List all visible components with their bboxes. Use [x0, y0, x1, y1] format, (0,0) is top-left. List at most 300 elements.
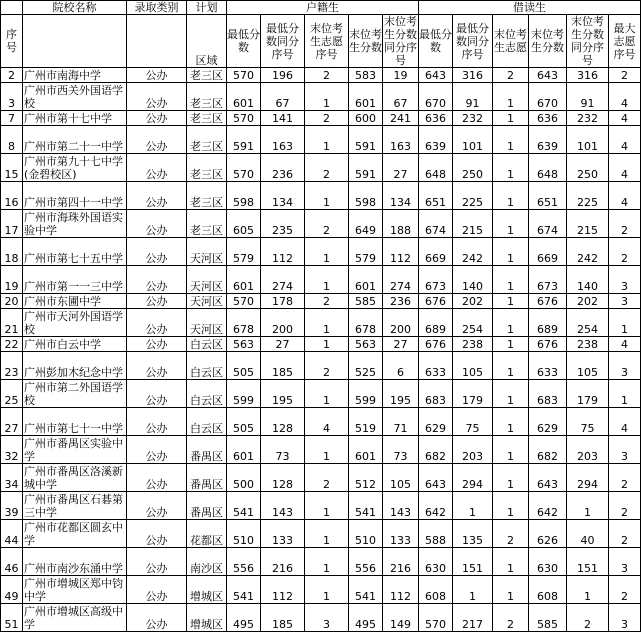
huji-last-rank: 71: [383, 408, 419, 436]
table-row: [1, 408, 641, 436]
school-name: 广州彭加木纪念中学: [23, 352, 127, 380]
jiedu-min-rank: 1: [453, 492, 493, 520]
huji-min-score: 605: [227, 210, 261, 238]
huji-min-rank: 133: [261, 520, 305, 548]
table-row: [1, 604, 641, 632]
jiedu-last-volunteer: 2: [493, 520, 529, 548]
huji-last-volunteer: 2: [305, 210, 349, 238]
jiedu-min-rank: 215: [453, 210, 493, 238]
row-index: 51: [1, 604, 23, 632]
huji-last-rank: 6: [383, 352, 419, 380]
jiedu-last-score: 626: [529, 520, 567, 548]
jiedu-min-score: 648: [419, 154, 453, 182]
huji-last-volunteer: 4: [305, 408, 349, 436]
header-huji-last: 末位考生分数: [349, 15, 383, 68]
row-index: 32: [1, 436, 23, 464]
school-name: 广州市增城区郑中钧中学: [23, 576, 127, 604]
huji-last-score: 541: [349, 492, 383, 520]
huji-min-score: 601: [227, 266, 261, 294]
huji-min-score: 598: [227, 182, 261, 210]
huji-min-rank: 134: [261, 182, 305, 210]
admission-category: 公办: [127, 464, 187, 492]
huji-last-score: 649: [349, 210, 383, 238]
admission-category: 公办: [127, 436, 187, 464]
district: 老三区: [187, 154, 227, 182]
admission-category: 公办: [127, 408, 187, 436]
jiedu-last-rank: 242: [567, 238, 609, 266]
jiedu-last-volunteer: 1: [493, 337, 529, 352]
jiedu-min-rank: 225: [453, 182, 493, 210]
jiedu-min-score: 639: [419, 126, 453, 154]
jiedu-min-score: 633: [419, 352, 453, 380]
jiedu-last-rank: 203: [567, 436, 609, 464]
huji-last-score: 591: [349, 126, 383, 154]
huji-last-score: 678: [349, 309, 383, 337]
jiedu-last-rank: 254: [567, 309, 609, 337]
table-row: [1, 464, 641, 492]
huji-last-score: 541: [349, 576, 383, 604]
school-name: 广州市花都区圆玄中学: [23, 520, 127, 548]
school-name: 广州市南海中学: [23, 68, 127, 83]
jiedu-last-volunteer: 1: [493, 436, 529, 464]
huji-last-volunteer: 1: [305, 83, 349, 111]
row-index: 3: [1, 83, 23, 111]
jiedu-last-score: 643: [529, 68, 567, 83]
jiedu-min-score: 673: [419, 266, 453, 294]
jiedu-last-volunteer: 2: [493, 604, 529, 632]
huji-last-score: 519: [349, 408, 383, 436]
huji-min-score: 601: [227, 436, 261, 464]
jiedu-min-rank: 101: [453, 126, 493, 154]
jiedu-max-volunteer: 2: [609, 520, 641, 548]
table-row: [1, 492, 641, 520]
district: 老三区: [187, 182, 227, 210]
jiedu-last-rank: 101: [567, 126, 609, 154]
header-jiedu-last: 末位考生分数: [529, 15, 567, 68]
jiedu-min-score: 676: [419, 337, 453, 352]
jiedu-last-rank: 215: [567, 210, 609, 238]
district: 老三区: [187, 111, 227, 126]
jiedu-last-volunteer: 1: [493, 266, 529, 294]
huji-min-score: 570: [227, 111, 261, 126]
admission-category: 公办: [127, 492, 187, 520]
huji-min-score: 601: [227, 83, 261, 111]
jiedu-min-rank: 140: [453, 266, 493, 294]
jiedu-last-rank: 225: [567, 182, 609, 210]
jiedu-min-score: 676: [419, 294, 453, 309]
admission-category: 公办: [127, 182, 187, 210]
jiedu-min-rank: 254: [453, 309, 493, 337]
jiedu-max-volunteer: 2: [609, 210, 641, 238]
jiedu-last-score: 636: [529, 111, 567, 126]
huji-min-score: 495: [227, 604, 261, 632]
row-index: 22: [1, 337, 23, 352]
table-row: [1, 436, 641, 464]
admission-category: 公办: [127, 520, 187, 548]
huji-last-score: 583: [349, 68, 383, 83]
huji-last-score: 601: [349, 436, 383, 464]
admission-category: 公办: [127, 337, 187, 352]
jiedu-min-score: 608: [419, 576, 453, 604]
district: 番禺区: [187, 436, 227, 464]
header-huji-vol: 末位考生志愿序号: [305, 15, 349, 68]
jiedu-min-score: 669: [419, 238, 453, 266]
jiedu-last-score: 629: [529, 408, 567, 436]
jiedu-min-rank: 202: [453, 294, 493, 309]
district: 老三区: [187, 210, 227, 238]
jiedu-min-rank: 105: [453, 352, 493, 380]
row-index: 17: [1, 210, 23, 238]
jiedu-last-volunteer: 1: [493, 154, 529, 182]
huji-min-score: 579: [227, 238, 261, 266]
jiedu-min-rank: 217: [453, 604, 493, 632]
jiedu-last-volunteer: 1: [493, 408, 529, 436]
jiedu-max-volunteer: 4: [609, 126, 641, 154]
admission-category: 公办: [127, 210, 187, 238]
huji-min-rank: 141: [261, 111, 305, 126]
header-district: 区域: [187, 15, 227, 68]
jiedu-max-volunteer: 3: [609, 352, 641, 380]
jiedu-min-rank: 242: [453, 238, 493, 266]
huji-min-score: 510: [227, 520, 261, 548]
huji-min-rank: 112: [261, 238, 305, 266]
huji-last-rank: 67: [383, 83, 419, 111]
header-index: 序号: [1, 15, 23, 68]
admission-category: 公办: [127, 126, 187, 154]
school-name: 广州市东圃中学: [23, 294, 127, 309]
huji-last-rank: 133: [383, 520, 419, 548]
jiedu-max-volunteer: 4: [609, 154, 641, 182]
jiedu-last-score: 639: [529, 126, 567, 154]
jiedu-min-score: 643: [419, 68, 453, 83]
jiedu-last-rank: 202: [567, 294, 609, 309]
jiedu-min-score: 570: [419, 604, 453, 632]
jiedu-min-score: 643: [419, 464, 453, 492]
district: 天河区: [187, 238, 227, 266]
jiedu-last-rank: 232: [567, 111, 609, 126]
header-huji-last-rank: 末位考生分数同分序号: [384, 15, 417, 67]
jiedu-min-rank: 135: [453, 520, 493, 548]
huji-min-rank: 73: [261, 436, 305, 464]
jiedu-last-score: 673: [529, 266, 567, 294]
table-row: [1, 111, 641, 126]
huji-min-score: 500: [227, 464, 261, 492]
huji-last-volunteer: 1: [305, 576, 349, 604]
row-index: 46: [1, 548, 23, 576]
jiedu-max-volunteer: 3: [609, 604, 641, 632]
huji-last-volunteer: 1: [305, 520, 349, 548]
header-jiedu-last-rank: 末位考生分数同分序号: [567, 15, 609, 68]
huji-last-score: 579: [349, 238, 383, 266]
table-row: [1, 83, 641, 111]
huji-last-rank: 195: [383, 380, 419, 408]
table-row: [1, 126, 641, 154]
jiedu-min-rank: 1: [453, 576, 493, 604]
huji-min-score: 570: [227, 154, 261, 182]
row-index: 23: [1, 352, 23, 380]
jiedu-last-score: 674: [529, 210, 567, 238]
row-index: 18: [1, 238, 23, 266]
admission-category: 公办: [127, 111, 187, 126]
jiedu-max-volunteer: 3: [609, 294, 641, 309]
jiedu-max-volunteer: 1: [609, 309, 641, 337]
school-name: 广州市第七十五中学: [23, 238, 127, 266]
huji-last-rank: 143: [383, 492, 419, 520]
table-row: [1, 154, 641, 182]
huji-last-volunteer: 2: [305, 68, 349, 83]
huji-last-score: 585: [349, 294, 383, 309]
district: 白云区: [187, 337, 227, 352]
jiedu-min-rank: 232: [453, 111, 493, 126]
jiedu-max-volunteer: 2: [609, 492, 641, 520]
district: 天河区: [187, 294, 227, 309]
header-blank-index: [1, 1, 23, 15]
district: 增城区: [187, 604, 227, 632]
jiedu-last-rank: 140: [567, 266, 609, 294]
jiedu-max-volunteer: 3: [609, 266, 641, 294]
huji-min-rank: 178: [261, 294, 305, 309]
huji-last-rank: 163: [383, 126, 419, 154]
school-name: 广州市第四十一中学: [23, 182, 127, 210]
admission-category: 公办: [127, 309, 187, 337]
huji-last-volunteer: 1: [305, 126, 349, 154]
huji-last-rank: 73: [383, 436, 419, 464]
row-index: 27: [1, 408, 23, 436]
huji-last-volunteer: 2: [305, 111, 349, 126]
jiedu-last-volunteer: 1: [493, 238, 529, 266]
huji-last-score: 601: [349, 266, 383, 294]
huji-last-volunteer: 1: [305, 309, 349, 337]
district: 南沙区: [187, 548, 227, 576]
school-name: 广州市番禺区实验中学: [23, 436, 127, 464]
huji-min-score: 570: [227, 294, 261, 309]
huji-min-rank: 196: [261, 68, 305, 83]
header-school: 院校名称: [23, 1, 127, 15]
district: 增城区: [187, 576, 227, 604]
district: 天河区: [187, 309, 227, 337]
school-name: 广州市天河外国语学校: [23, 309, 127, 337]
jiedu-min-rank: 151: [453, 548, 493, 576]
huji-last-rank: 216: [383, 548, 419, 576]
jiedu-last-rank: 2: [567, 604, 609, 632]
school-name: 广州市第二外国语学校: [23, 380, 127, 408]
jiedu-max-volunteer: 4: [609, 182, 641, 210]
huji-last-rank: 188: [383, 210, 419, 238]
header-huji-group: 户籍生: [227, 1, 419, 15]
jiedu-last-rank: 75: [567, 408, 609, 436]
huji-min-rank: 274: [261, 266, 305, 294]
jiedu-min-score: 588: [419, 520, 453, 548]
jiedu-last-rank: 1: [567, 576, 609, 604]
jiedu-last-score: 643: [529, 464, 567, 492]
jiedu-max-volunteer: 1: [609, 380, 641, 408]
jiedu-last-rank: 91: [567, 83, 609, 111]
school-name: 广州市增城区高级中学: [23, 604, 127, 632]
table-row: [1, 182, 641, 210]
jiedu-min-rank: 250: [453, 154, 493, 182]
jiedu-max-volunteer: 4: [609, 111, 641, 126]
huji-last-volunteer: 3: [305, 604, 349, 632]
huji-last-score: 512: [349, 464, 383, 492]
table-row: [1, 210, 641, 238]
school-name: 广州市西关外国语学校: [23, 83, 127, 111]
jiedu-last-volunteer: 1: [493, 576, 529, 604]
jiedu-min-score: 683: [419, 380, 453, 408]
huji-last-rank: 112: [383, 576, 419, 604]
huji-last-rank: 149: [383, 604, 419, 632]
header-jiedu-min: 最低分数: [419, 15, 453, 68]
row-index: 21: [1, 309, 23, 337]
school-name: 广州市南沙东涌中学: [23, 548, 127, 576]
huji-min-rank: 143: [261, 492, 305, 520]
school-name: 广州市第九十七中学(金碧校区): [23, 154, 127, 182]
jiedu-max-volunteer: 2: [609, 238, 641, 266]
huji-last-score: 563: [349, 337, 383, 352]
header-jiedu-min-rank: 最低分数同分序号: [453, 15, 493, 68]
row-index: 25: [1, 380, 23, 408]
huji-min-rank: 236: [261, 154, 305, 182]
admission-category: 公办: [127, 238, 187, 266]
jiedu-last-score: 648: [529, 154, 567, 182]
jiedu-max-volunteer: 2: [609, 576, 641, 604]
huji-min-score: 541: [227, 492, 261, 520]
jiedu-last-volunteer: 1: [493, 464, 529, 492]
huji-min-score: 505: [227, 408, 261, 436]
jiedu-last-rank: 238: [567, 337, 609, 352]
jiedu-min-rank: 179: [453, 380, 493, 408]
row-index: 20: [1, 294, 23, 309]
jiedu-last-rank: 179: [567, 380, 609, 408]
school-name: 广州市海珠外国语实验中学: [23, 210, 127, 238]
huji-last-volunteer: 2: [305, 154, 349, 182]
huji-min-rank: 128: [261, 464, 305, 492]
jiedu-min-score: 670: [419, 83, 453, 111]
jiedu-min-score: 636: [419, 111, 453, 126]
huji-last-score: 598: [349, 182, 383, 210]
district: 花都区: [187, 520, 227, 548]
row-index: 8: [1, 126, 23, 154]
header-jiedu-vol: 末位考生志愿: [493, 15, 529, 68]
huji-last-score: 510: [349, 520, 383, 548]
header-jiedu-group: 借读生: [419, 1, 641, 15]
header-huji-min: 最低分数: [227, 15, 261, 68]
huji-min-score: 556: [227, 548, 261, 576]
admission-category: 公办: [127, 68, 187, 83]
row-index: 15: [1, 154, 23, 182]
huji-last-volunteer: 1: [305, 182, 349, 210]
district: 白云区: [187, 380, 227, 408]
jiedu-last-score: 669: [529, 238, 567, 266]
huji-min-score: 563: [227, 337, 261, 352]
huji-min-score: 505: [227, 352, 261, 380]
jiedu-last-score: 676: [529, 294, 567, 309]
table-row: [1, 238, 641, 266]
admission-category: 公办: [127, 548, 187, 576]
district: 番禺区: [187, 492, 227, 520]
huji-last-rank: 200: [383, 309, 419, 337]
huji-last-volunteer: 1: [305, 436, 349, 464]
table-row: [1, 576, 641, 604]
jiedu-min-rank: 203: [453, 436, 493, 464]
header-plan: 计划: [187, 1, 227, 15]
row-index: 44: [1, 520, 23, 548]
table-row: [1, 68, 641, 83]
huji-last-rank: 112: [383, 238, 419, 266]
header-huji-min-rank: 最低分数同分序号: [261, 15, 305, 68]
jiedu-last-score: 608: [529, 576, 567, 604]
jiedu-last-rank: 316: [567, 68, 609, 83]
jiedu-max-volunteer: 3: [609, 436, 641, 464]
jiedu-last-volunteer: 1: [493, 83, 529, 111]
jiedu-min-rank: 294: [453, 464, 493, 492]
huji-last-score: 525: [349, 352, 383, 380]
row-index: 7: [1, 111, 23, 126]
huji-last-score: 556: [349, 548, 383, 576]
jiedu-last-score: 676: [529, 337, 567, 352]
jiedu-last-score: 642: [529, 492, 567, 520]
huji-min-score: 599: [227, 380, 261, 408]
huji-last-volunteer: 2: [305, 352, 349, 380]
huji-last-rank: 19: [383, 68, 419, 83]
jiedu-last-volunteer: 2: [493, 68, 529, 83]
table-row: [1, 548, 641, 576]
row-index: 16: [1, 182, 23, 210]
jiedu-last-rank: 250: [567, 154, 609, 182]
jiedu-max-volunteer: 4: [609, 408, 641, 436]
admission-category: 公办: [127, 294, 187, 309]
jiedu-last-volunteer: 1: [493, 309, 529, 337]
huji-min-rank: 163: [261, 126, 305, 154]
huji-last-volunteer: 1: [305, 238, 349, 266]
jiedu-last-volunteer: 1: [493, 182, 529, 210]
huji-last-volunteer: 1: [305, 492, 349, 520]
huji-last-score: 600: [349, 111, 383, 126]
huji-min-rank: 128: [261, 408, 305, 436]
admission-category: 公办: [127, 154, 187, 182]
table-row: [1, 352, 641, 380]
huji-min-rank: 195: [261, 380, 305, 408]
jiedu-min-score: 674: [419, 210, 453, 238]
jiedu-last-rank: 105: [567, 352, 609, 380]
jiedu-last-rank: 1: [567, 492, 609, 520]
huji-last-volunteer: 1: [305, 380, 349, 408]
district: 白云区: [187, 352, 227, 380]
jiedu-last-volunteer: 1: [493, 380, 529, 408]
admission-category: 公办: [127, 266, 187, 294]
jiedu-max-volunteer: 3: [609, 548, 641, 576]
huji-min-score: 541: [227, 576, 261, 604]
jiedu-last-volunteer: 1: [493, 352, 529, 380]
jiedu-last-score: 670: [529, 83, 567, 111]
huji-min-rank: 185: [261, 604, 305, 632]
huji-last-score: 495: [349, 604, 383, 632]
school-name: 广州市番禺区洛溪新城中学: [23, 464, 127, 492]
huji-last-rank: 274: [383, 266, 419, 294]
huji-last-score: 591: [349, 154, 383, 182]
jiedu-last-rank: 294: [567, 464, 609, 492]
jiedu-last-score: 689: [529, 309, 567, 337]
jiedu-last-volunteer: 1: [493, 548, 529, 576]
huji-min-rank: 216: [261, 548, 305, 576]
jiedu-min-rank: 238: [453, 337, 493, 352]
huji-min-score: 570: [227, 68, 261, 83]
huji-last-volunteer: 1: [305, 337, 349, 352]
admission-category: 公办: [127, 576, 187, 604]
huji-last-volunteer: 2: [305, 294, 349, 309]
huji-last-score: 601: [349, 83, 383, 111]
jiedu-last-volunteer: 1: [493, 294, 529, 309]
table-row: [1, 266, 641, 294]
